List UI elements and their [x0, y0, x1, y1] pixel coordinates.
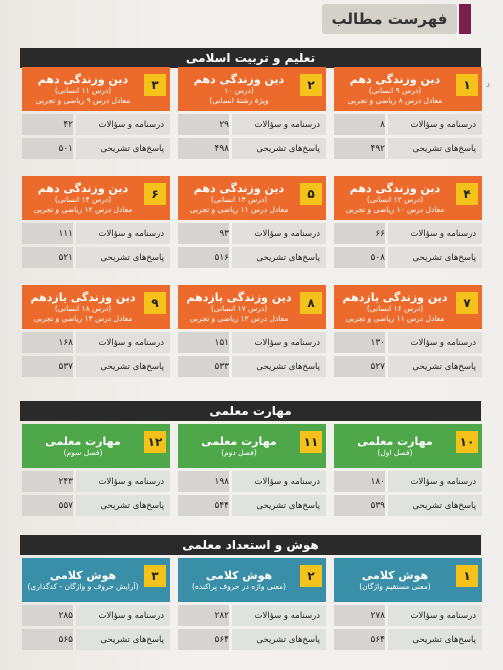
lesson-number-badge: ۱ — [456, 74, 478, 96]
toc-card[interactable] — [178, 285, 326, 377]
questions-row[interactable] — [178, 471, 326, 492]
answers-label: پاسخ‌های تشریحی — [232, 138, 326, 159]
answers-page-number: ۵۳۹ — [334, 495, 385, 516]
card-subtitle-secondary: معادل درس ۸ ریاضی و تجربی — [347, 95, 443, 105]
card-subtitle: (فصل اول) — [377, 447, 413, 457]
questions-label: درسنامه و سؤالات — [388, 605, 482, 626]
questions-page-number: ۱۶۸ — [22, 332, 73, 353]
questions-label: درسنامه و سؤالات — [76, 114, 170, 135]
answers-row[interactable] — [178, 629, 326, 650]
card-header — [178, 67, 326, 111]
answers-label: پاسخ‌های تشریحی — [76, 495, 170, 516]
questions-page-number: ۲۴۳ — [22, 471, 73, 492]
questions-row[interactable] — [178, 332, 326, 353]
answers-label: پاسخ‌های تشریحی — [232, 247, 326, 268]
questions-row[interactable] — [22, 332, 170, 353]
answers-label: پاسخ‌های تشریحی — [388, 629, 482, 650]
questions-page-number: ۲۷۸ — [334, 605, 385, 626]
answers-label: پاسخ‌های تشریحی — [76, 247, 170, 268]
toc-card[interactable] — [178, 424, 326, 516]
answers-page-number: ۵۱۶ — [178, 247, 229, 268]
questions-label: درسنامه و سؤالات — [232, 114, 326, 135]
questions-label: درسنامه و سؤالات — [232, 605, 326, 626]
answers-label: پاسخ‌های تشریحی — [388, 356, 482, 377]
answers-label: پاسخ‌های تشریحی — [76, 356, 170, 377]
questions-label: درسنامه و سؤالات — [76, 471, 170, 492]
card-title: دین وزندگی دهم — [349, 182, 441, 196]
card-header — [22, 176, 170, 220]
questions-row[interactable] — [334, 223, 482, 244]
toc-card[interactable] — [22, 285, 170, 377]
lesson-number-badge: ۹ — [144, 292, 166, 314]
answers-page-number: ۵۳۷ — [22, 356, 73, 377]
answers-page-number: ۵۴۴ — [178, 495, 229, 516]
answers-row[interactable] — [178, 495, 326, 516]
card-title: دین وزندگی دهم — [193, 73, 285, 87]
questions-label: درسنامه و سؤالات — [388, 332, 482, 353]
card-title: دین وزندگی دهم — [193, 182, 285, 196]
lesson-number-badge: ۳ — [144, 565, 166, 587]
toc-card[interactable] — [334, 424, 482, 516]
lesson-number-badge: ۱۰ — [456, 431, 478, 453]
card-header — [22, 285, 170, 329]
questions-row[interactable] — [334, 114, 482, 135]
answers-page-number: ۵۰۸ — [334, 247, 385, 268]
toc-card[interactable] — [334, 176, 482, 268]
card-subtitle-secondary: معادل درس ۹ ریاضی و تجربی — [35, 95, 131, 105]
card-title: مهارت معلمی — [201, 434, 277, 448]
card-subtitle: (فصل دوم) — [221, 447, 257, 457]
lesson-number-badge: ۱۱ — [300, 431, 322, 453]
answers-label: پاسخ‌های تشریحی — [388, 138, 482, 159]
card-subtitle: (درس ۱۴ انسانی) — [54, 195, 112, 205]
answers-label: پاسخ‌های تشریحی — [232, 495, 326, 516]
questions-row[interactable] — [334, 471, 482, 492]
answers-page-number: ۵۰۱ — [22, 138, 73, 159]
card-header — [334, 558, 482, 602]
answers-page-number: ۴۹۸ — [178, 138, 229, 159]
lesson-number-badge: ۳ — [144, 74, 166, 96]
card-title: مهارت معلمی — [45, 434, 121, 448]
questions-page-number: ۶۶ — [334, 223, 385, 244]
card-header — [334, 285, 482, 329]
card-subtitle: (درس ۱۱ انسانی) — [54, 86, 112, 96]
card-title: هوش کلامی — [49, 568, 117, 582]
card-header — [22, 67, 170, 111]
questions-row[interactable] — [22, 223, 170, 244]
card-header — [178, 285, 326, 329]
page-title: فهرست مطالب — [322, 4, 457, 34]
card-title: دین وزندگی یازدهم — [30, 291, 136, 305]
lesson-number-badge: ۱۲ — [144, 431, 166, 453]
questions-row[interactable] — [22, 114, 170, 135]
card-title: دین وزندگی دهم — [37, 182, 129, 196]
card-title: مهارت معلمی — [357, 434, 433, 448]
questions-row[interactable] — [178, 223, 326, 244]
answers-page-number: ۵۶۴ — [178, 629, 229, 650]
questions-label: درسنامه و سؤالات — [232, 332, 326, 353]
toc-card[interactable] — [178, 176, 326, 268]
lesson-number-badge: ۶ — [144, 183, 166, 205]
answers-row[interactable] — [22, 247, 170, 268]
toc-card[interactable] — [22, 176, 170, 268]
questions-page-number: ۸ — [334, 114, 385, 135]
card-subtitle-secondary: معادل درس ۱۰ ریاضی و تجربی — [345, 204, 445, 214]
questions-label: درسنامه و سؤالات — [232, 471, 326, 492]
questions-page-number: ۲۸۲ — [178, 605, 229, 626]
answers-row[interactable] — [22, 629, 170, 650]
lesson-number-badge: ۲ — [300, 74, 322, 96]
card-subtitle-secondary: معادل درس ۱۳ ریاضی و تجربی — [33, 313, 133, 323]
card-subtitle: (فصل سوم) — [63, 447, 103, 457]
card-subtitle-secondary: معادل درس ۱۲ ریاضی و تجربی — [189, 313, 289, 323]
questions-label: درسنامه و سؤالات — [76, 605, 170, 626]
answers-row[interactable] — [334, 356, 482, 377]
card-subtitle: (درس ۱۲ انسانی) — [366, 195, 424, 205]
answers-page-number: ۵۳۳ — [178, 356, 229, 377]
questions-label: درسنامه و سؤالات — [388, 223, 482, 244]
questions-page-number: ۱۳۰ — [334, 332, 385, 353]
card-header — [334, 67, 482, 111]
lesson-number-badge: ۸ — [300, 292, 322, 314]
answers-row[interactable] — [178, 356, 326, 377]
section-title-islamic: تعلیم و تربیت اسلامی — [20, 48, 481, 68]
card-subtitle: (درس ۱۳ انسانی) — [210, 195, 268, 205]
header-accent — [459, 4, 471, 34]
questions-page-number: ۹۳ — [178, 223, 229, 244]
questions-page-number: ۲۸۵ — [22, 605, 73, 626]
answers-row[interactable] — [178, 138, 326, 159]
answers-label: پاسخ‌های تشریحی — [76, 629, 170, 650]
card-header — [334, 176, 482, 220]
toc-card[interactable] — [22, 424, 170, 516]
lesson-number-badge: ۵ — [300, 183, 322, 205]
questions-label: درسنامه و سؤالات — [388, 114, 482, 135]
questions-label: درسنامه و سؤالات — [388, 471, 482, 492]
answers-page-number: ۵۶۴ — [334, 629, 385, 650]
questions-row[interactable] — [178, 605, 326, 626]
card-subtitle: (معنی واژه در حروف پراکنده) — [192, 581, 286, 591]
toc-card[interactable] — [334, 67, 482, 159]
toc-card[interactable] — [334, 558, 482, 650]
answers-label: پاسخ‌های تشریحی — [232, 629, 326, 650]
card-title: دین وزندگی یازدهم — [342, 291, 448, 305]
questions-row[interactable] — [22, 471, 170, 492]
questions-row[interactable] — [334, 605, 482, 626]
answers-page-number: ۵۲۱ — [22, 247, 73, 268]
card-header — [178, 424, 326, 468]
answers-row[interactable] — [334, 495, 482, 516]
lesson-number-badge: ۷ — [456, 292, 478, 314]
questions-row[interactable] — [22, 605, 170, 626]
questions-page-number: ۱۱۱ — [22, 223, 73, 244]
questions-page-number: ۲۹ — [178, 114, 229, 135]
card-subtitle-secondary: ویژهٔ رشتهٔ انسانی) — [209, 95, 269, 105]
card-header — [178, 558, 326, 602]
questions-label: درسنامه و سؤالات — [76, 223, 170, 244]
card-title: هوش کلامی — [205, 568, 273, 582]
card-title: دین وزندگی یازدهم — [186, 291, 292, 305]
answers-row[interactable] — [178, 247, 326, 268]
answers-label: پاسخ‌های تشریحی — [232, 356, 326, 377]
answers-row[interactable] — [22, 356, 170, 377]
answers-row[interactable] — [334, 247, 482, 268]
questions-page-number: ۱۹۸ — [178, 471, 229, 492]
answers-label: پاسخ‌های تشریحی — [388, 495, 482, 516]
card-title: هوش کلامی — [361, 568, 429, 582]
answers-row[interactable] — [334, 629, 482, 650]
card-subtitle: (معنی مستقیم واژگان) — [359, 581, 431, 591]
section-title-teaching-skills: مهارت معلمی — [20, 401, 481, 421]
toc-card[interactable] — [178, 67, 326, 159]
toc-card[interactable] — [22, 67, 170, 159]
answers-row[interactable] — [22, 138, 170, 159]
card-title: دین وزندگی دهم — [349, 73, 441, 87]
card-header — [178, 176, 326, 220]
card-subtitle: (درس ۱۶ انسانی) — [366, 304, 424, 314]
answers-page-number: ۵۵۷ — [22, 495, 73, 516]
card-subtitle-secondary: معادل درس ۱۲ ریاضی و تجربی — [33, 204, 133, 214]
toc-card[interactable] — [178, 558, 326, 650]
card-title: دین وزندگی دهم — [37, 73, 129, 87]
questions-page-number: ۱۵۱ — [178, 332, 229, 353]
card-subtitle: (درس ۹ انسانی) — [368, 86, 422, 96]
section-title-aptitude: هوش و استعداد معلمی — [20, 535, 481, 555]
card-subtitle-secondary: معادل درس ۱۱ ریاضی و تجربی — [189, 204, 289, 214]
questions-page-number: ۴۲ — [22, 114, 73, 135]
card-subtitle: (درس ۱۷ انسانی) — [210, 304, 268, 314]
answers-page-number: ۵۶۵ — [22, 629, 73, 650]
answers-page-number: ۵۲۷ — [334, 356, 385, 377]
card-subtitle: (درس ۱۸ انسانی) — [54, 304, 112, 314]
card-header — [22, 424, 170, 468]
answers-row[interactable] — [334, 138, 482, 159]
answers-label: پاسخ‌های تشریحی — [76, 138, 170, 159]
questions-label: درسنامه و سؤالات — [76, 332, 170, 353]
questions-row[interactable] — [178, 114, 326, 135]
toc-card[interactable] — [334, 285, 482, 377]
card-header — [22, 558, 170, 602]
margin-mark: د — [486, 80, 491, 90]
questions-label: درسنامه و سؤالات — [232, 223, 326, 244]
answers-label: پاسخ‌های تشریحی — [388, 247, 482, 268]
questions-page-number: ۱۸۰ — [334, 471, 385, 492]
toc-card[interactable] — [22, 558, 170, 650]
lesson-number-badge: ۴ — [456, 183, 478, 205]
card-header — [334, 424, 482, 468]
card-subtitle: (درس ۱۰ — [224, 86, 254, 96]
card-subtitle-secondary: معادل درس ۱۱ ریاضی و تجربی — [345, 313, 445, 323]
answers-row[interactable] — [22, 495, 170, 516]
lesson-number-badge: ۲ — [300, 565, 322, 587]
answers-page-number: ۴۹۲ — [334, 138, 385, 159]
questions-row[interactable] — [334, 332, 482, 353]
card-subtitle: (آرایش حروف و واژگان - کدگذاری) — [27, 581, 139, 591]
lesson-number-badge: ۱ — [456, 565, 478, 587]
